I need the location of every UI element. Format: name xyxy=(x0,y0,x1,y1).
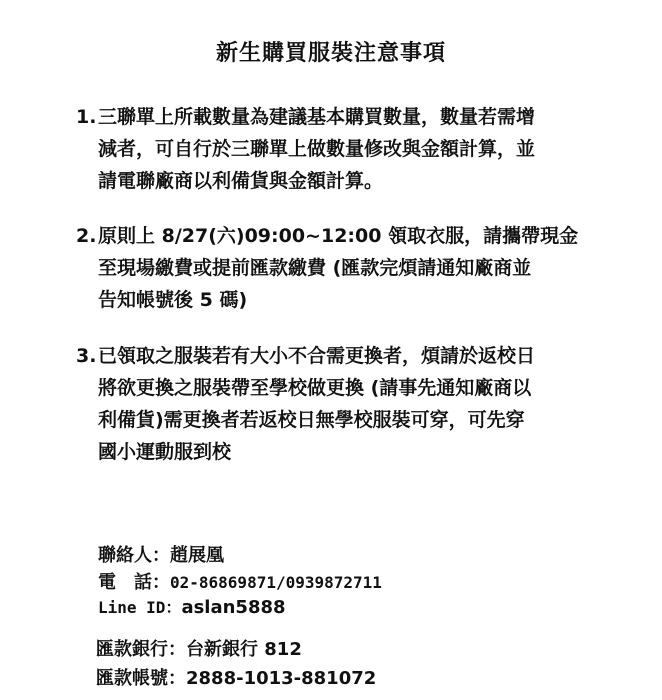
item-line: 請電聯廠商以利備貨與金額計算。 xyxy=(98,170,384,192)
item-text xyxy=(98,101,596,197)
contact-phone-value: 02-86869871/0939872711 xyxy=(170,573,382,592)
item-line: 已領取之服裝若有大小不合需更換者，煩請於返校日 xyxy=(98,345,536,367)
notice-item-2 xyxy=(76,220,596,316)
bank-account xyxy=(96,664,376,690)
item-line: 將欲更換之服裝帶至學校做更換 (請事先通知廠商以 xyxy=(98,377,532,399)
item-line: 原則上 8/27(六)09:00~12:00 領取衣服，請攜帶現金 xyxy=(98,225,579,247)
item-line: 國小運動服到校 xyxy=(98,441,232,463)
contact-line-value: aslan5888 xyxy=(181,597,286,618)
notice-item-3 xyxy=(76,340,596,468)
item-line: 利備貨)需更換者若返校日無學校服裝可穿，可先穿 xyxy=(98,409,525,431)
item-line: 至現場繳費或提前匯款繳費 (匯款完煩請通知廠商並 xyxy=(98,257,532,279)
item-line: 減者，可自行於三聯單上做數量修改與金額計算，並 xyxy=(98,138,536,160)
contact-line-label: Line ID： xyxy=(98,598,182,617)
contact-phone xyxy=(98,568,382,594)
notice-item-1 xyxy=(76,101,596,197)
page-title: 新生購買服裝注意事項 xyxy=(215,41,446,66)
bank-account-value: 2888-1013-881072 xyxy=(186,668,377,689)
contact-person-label: 聯絡人： xyxy=(98,545,170,566)
contact-person-value: 趙展凰 xyxy=(170,545,224,566)
item-number: 1. xyxy=(76,106,97,128)
contact-line-id xyxy=(98,595,286,618)
item-text xyxy=(98,340,596,468)
bank-name-label: 匯款銀行： xyxy=(96,639,186,660)
item-line: 告知帳號後 5 碼) xyxy=(98,289,248,311)
contact-phone-label: 電 話： xyxy=(98,572,170,593)
item-number: 2. xyxy=(76,225,97,247)
bank-account-label: 匯款帳號： xyxy=(96,668,186,689)
item-line: 三聯單上所載數量為建議基本購買數量，數量若需增 xyxy=(98,106,536,128)
bank-name xyxy=(96,635,302,661)
item-text xyxy=(98,220,596,316)
bank-name-value: 台新銀行 812 xyxy=(186,639,302,660)
item-number: 3. xyxy=(76,345,97,367)
contact-person xyxy=(98,541,224,567)
